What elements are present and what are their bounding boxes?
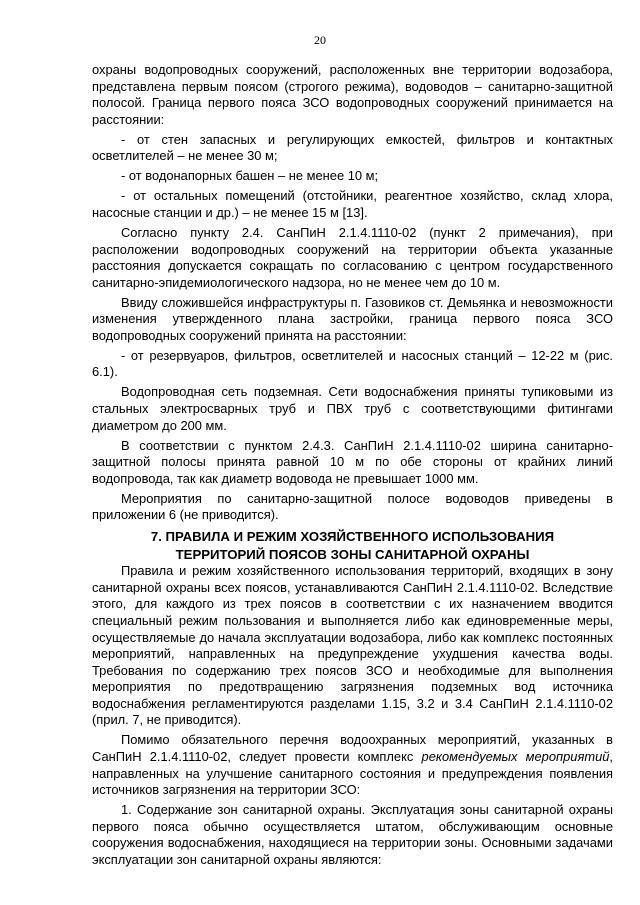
paragraph: Ввиду сложившейся инфраструктуры п. Газовиков ст. Демьянка и невозможности изменения утвержденного плана застройки, граница первого пояса ЗСО водопроводных сооружений принята на расстоянии: [92,294,613,343]
paragraph: Водопроводная сеть подземная. Сети водоснабжения приняты тупиковыми из стальных электросварных труб и ПВХ труб с соответствующими фитингами диаметром до 200 мм. [92,384,613,433]
paragraph: Правила и режим хозяйственного использования территорий, входящих в зону санитарной охраны всех поясов, устанавливаются СанПиН 2.1.4.1110-02. Вследствие этого, для каждого из трех поясов в соответствии с их назначением вводится специальный режим пользования и выполняется либо как единовременные меры, осуществляемые до начала эксплуатации водозабора, либо как комплекс постоянных мероприятий, направленных на предупреждение ухудшения качества воды. Требования по содержанию трех поясов ЗСО и необходимые для выполнения мероприятия по предотвращению загрязнения подземных вод источника водоснабжения регламентируются разделами 1.15, 3.2 и 3.4 СанПиН 2.1.4.1110-02 (прил. 7, не приводится). [92,563,613,728]
text-run: Помимо обязательного перечня водоохранных мероприятий, указанных в СанПиН 2.1.4.1110-02, следует провести комплекс [92,732,613,765]
section-heading [92,528,613,563]
paragraph [92,732,613,798]
paragraph: охраны водопроводных сооружений, расположенных вне территории водозабора, представлена первым поясом (строгого режима), водоводов – санитарно-защитной полосой. Граница первого пояса ЗСО водопроводных сооружений принимается на расстоянии: [92,62,613,127]
emphasized-text: рекомендуемых мероприятий [421,749,610,765]
page-number: 20 [314,33,326,47]
paragraph: В соответствии с пунктом 2.4.3. СанПиН 2.1.4.1110-02 ширина санитарно-защитной полосы принята равной 10 м по обе стороны от крайних линий водопровода, так как диаметр водовода не превышает 1000 мм. [92,437,613,486]
paragraph: Мероприятия по санитарно-защитной полосе водоводов приведены в приложении 6 (не приводится). [92,490,613,523]
paragraph: - от остальных помещений (отстойники, реагентное хозяйство, склад хлора, насосные станции и др.) – не менее 15 м [13]. [92,188,613,220]
paragraph: - от резервуаров, фильтров, осветлителей и насосных станций – 12-22 м (рис. 6.1). [92,347,613,380]
text-run: , направленных на улучшение санитарного состояния и предупреждения появления источников загрязнения на территории ЗСО: [92,749,613,798]
paragraph: Согласно пункту 2.4. СанПиН 2.1.4.1110-02 (пункт 2 примечания), при расположении водопроводных сооружений на территории объекта указанные расстояния допускается сокращать по согласованию с центром государственного санитарно-эпидемиологического надзора, но не менее чем до 10 м. [92,224,613,290]
paragraph: - от водонапорных башен – не менее 10 м; [121,168,379,184]
section-heading-line: ТЕРРИТОРИЙ ПОЯСОВ ЗОНЫ САНИТАРНОЙ ОХРАНЫ [175,546,530,562]
document-body [92,62,613,869]
paragraph: 1. Содержание зон санитарной охраны. Эксплуатация зоны санитарной охраны первого пояса обычно осуществляется штатом, обслуживающим основные сооружения водоснабжения, находящиеся на территории зоны. Основными задачами эксплуатации зон санитарной охраны являются: [92,802,613,868]
section-heading-line: 7. ПРАВИЛА И РЕЖИМ ХОЗЯЙСТВЕННОГО ИСПОЛЬЗОВАНИЯ [150,528,555,544]
paragraph: - от стен запасных и регулирующих емкостей, фильтров и контактных осветлителей – не менее 30 м; [92,131,613,164]
